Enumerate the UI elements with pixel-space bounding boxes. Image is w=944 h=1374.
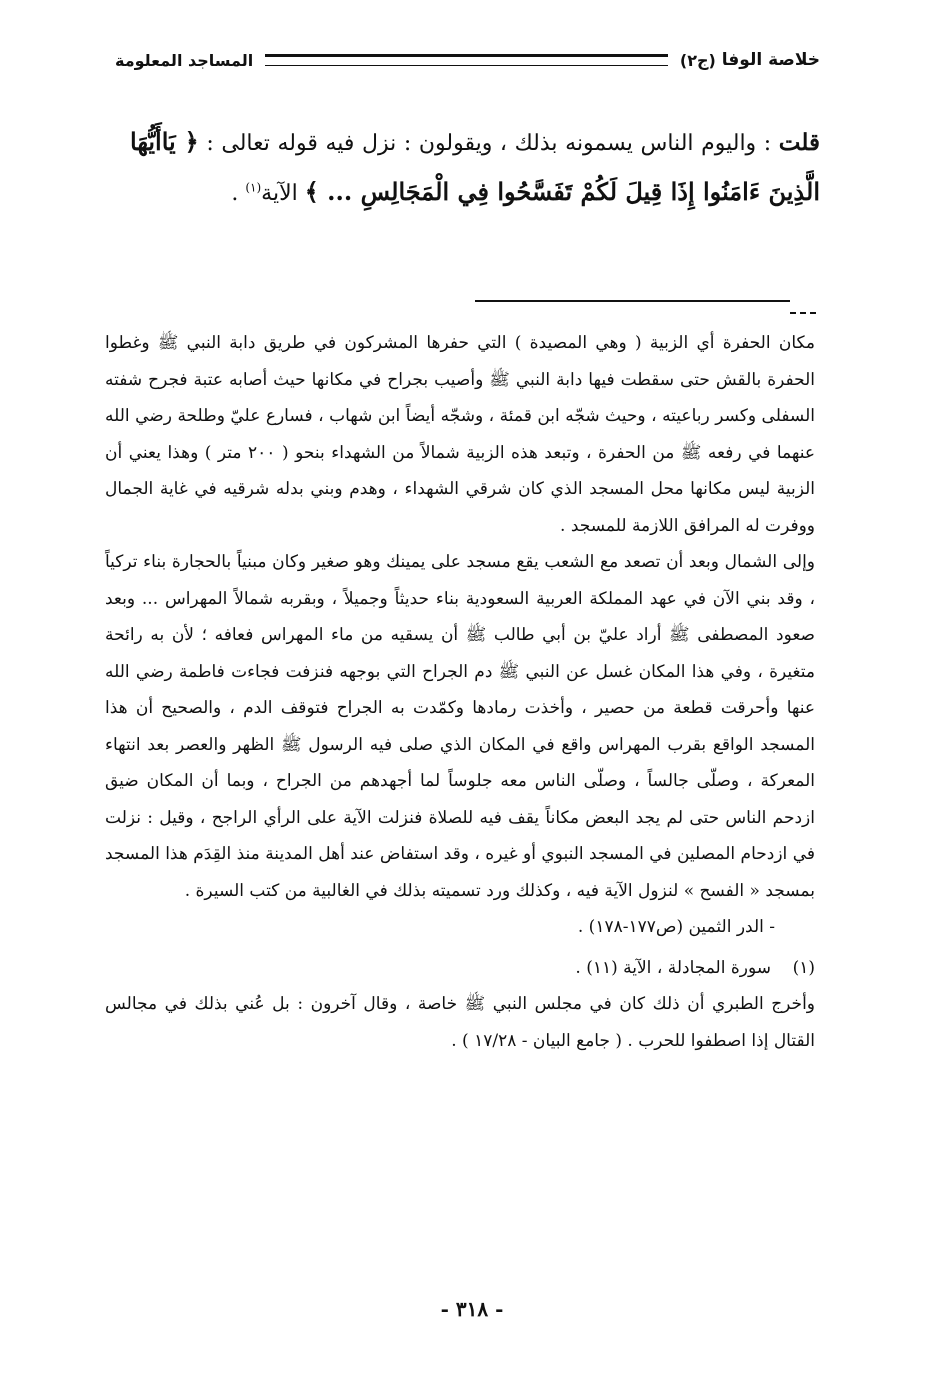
footnote-1-text: سورة المجادلة ، الآية (١١) .	[575, 957, 771, 978]
footnote-1	[105, 950, 815, 987]
qult-label: قلت	[778, 129, 820, 156]
note-paragraph-2: وإلى الشمال وبعد أن تصعد مع الشعب يقع مسجد على يمينك وهو صغير وكان مبنياً بالحجارة بناء تركياً ، وقد بني الآن في عهد المملكة العربية السعودية بناء حديثاً وجميلاً ، وبقربه شمالاً المهراس ... وبعد صعود المصطفى ﷺ أراد عليّ بن أبي طالب ﷺ أن يسقيه من ماء المهراس فعافه ؛ لأن به رائحة متغيرة ، وفي هذا المكان غسل عن النبي ﷺ دم الجراح التي بوجهه فنزفت فجاءت فاطمة رضي الله عنها وأحرقت قطعة من حصير ، وأخذت رمادها وكمّدت به الجراح فتوقف الدم ، والصحيح أن هذا المسجد الواقع بقرب المهراس واقع في المكان الذي صلى فيه الرسول ﷺ الظهر والعصر بعد انتهاء المعركة ، وصلّى جالساً ، وصلّى الناس معه جلوساً لما أجهدهم من الجراح ، وبما أن المكان ضيق ازدحم الناس حتى لم يجد البعض مكاناً يقف فيه للصلاة فنزلت الآية على الرأي الراجح ، وقيل : نزلت في ازدحام المصلين في المسجد النبوي أو غيره ، وقد استفاض عند أهل المدينة منذ القِدَم هذا المسجد بمسجد « الفسح » لنزول الآية فيه ، وكذلك ورد تسميته بذلك في الغالبية من كتب السيرة .	[105, 552, 815, 901]
footnote-separator-dash	[790, 312, 816, 314]
note-source: - الدر الثمين (ص١٧٧-١٧٨) .	[577, 917, 775, 937]
quran-verse: ﴿ يَاأَيُّهَا الَّذِينَ ءَامَنُوا إِذَا قِيلَ لَكُمْ تَفَسَّحُوا فِي الْمَجَالِسِ ... ﴾	[130, 127, 820, 206]
main-sentence: : واليوم الناس يسمونه بذلك ، ويقولون : نزل فيه قوله تعالى :	[206, 131, 779, 156]
header-rule	[265, 54, 668, 66]
footnote-separator	[475, 300, 790, 302]
book-title: خلاصة الوفا	[721, 50, 820, 70]
main-text	[130, 118, 820, 218]
main-end: .	[231, 181, 246, 206]
verse-tail: الآية	[261, 181, 305, 206]
footnote-1-number: (١)	[792, 957, 815, 978]
note-paragraph-1: مكان الحفرة أي الزبية ( وهي المصيدة ) التي حفرها المشركون في طريق دابة النبي ﷺ وغطوا الحفرة بالقش حتى سقطت فيها دابة النبي ﷺ وأصيب بجراح في مكانها حيث أصابه عتبة فجرح شفته السفلى وكسر رباعيته ، وحيث شجّه ابن قمئة ، وشجّه أيضاً ابن شهاب ، فسارع عليّ وطلحة رضي الله عنهما في رفعه ﷺ من الحفرة ، وتبعد هذه الزبية شمالاً من الشهداء بنحو ( ٢٠٠ متر ) وهذا يعني أن الزبية ليس مكانها محل المسجد الذي كان شرقي الشهداء ، وهدم وبني بدله شرقيه في غاية الجمال ووفرت له المرافق اللازمة للمسجد .	[105, 333, 815, 536]
footnotes	[105, 325, 815, 1059]
note-paragraph-3: وأخرج الطبري أن ذلك كان في مجلس النبي ﷺ خاصة ، وقال آخرون : بل عُني بذلك في مجالس القتال إذا اصطفوا للحرب . ( جامع البيان - ١٧/٢٨ ) .	[105, 994, 815, 1051]
volume-label: (ج٢)	[679, 50, 716, 70]
section-title: المساجد المعلومة	[115, 50, 254, 70]
page-number: - ٣١٨ -	[440, 1297, 504, 1321]
footnote-reference: (١)	[245, 180, 262, 195]
running-header	[115, 40, 820, 80]
